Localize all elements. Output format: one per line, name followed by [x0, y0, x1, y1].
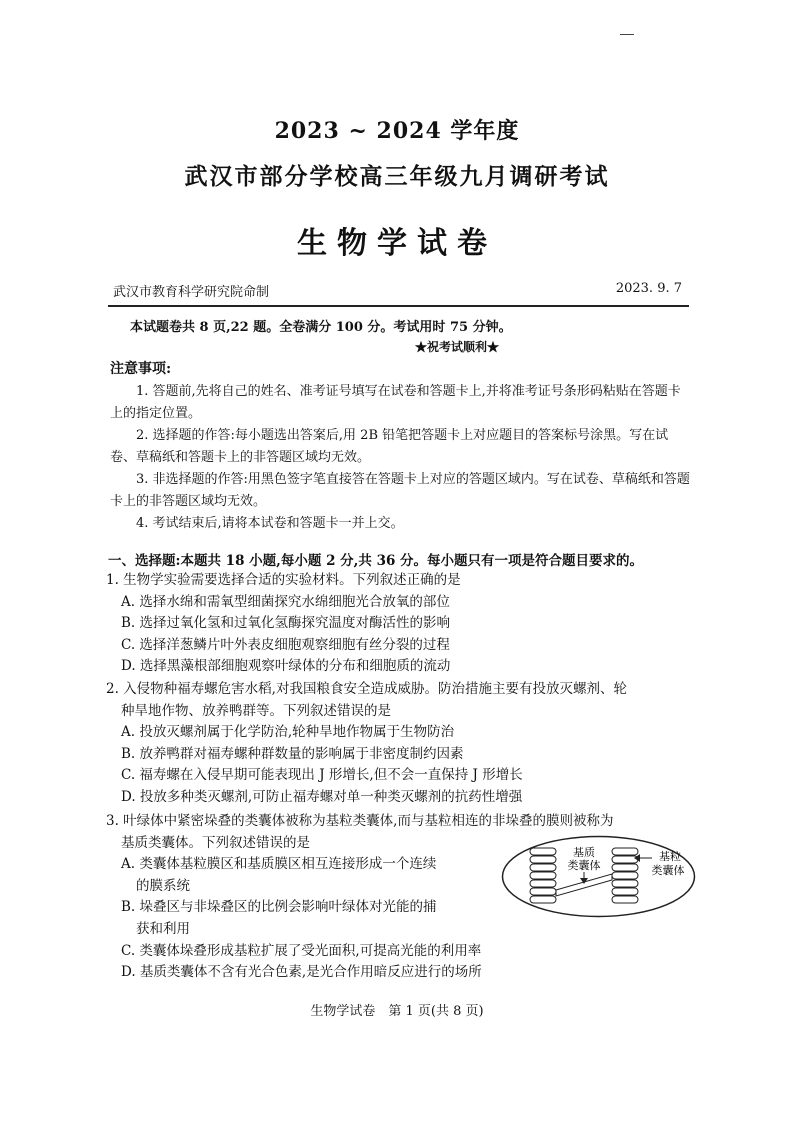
question-stem-continued: 基质类囊体。下列叙述错误的是 [121, 834, 310, 851]
option-d: D. 基质类囊体不含有光合色素,是光合作用暗反应进行的场所 [121, 964, 482, 981]
option-b: B. 选择过氧化氢和过氧化氢酶探究温度对酶活性的影响 [121, 615, 451, 632]
academic-year: 2023 ~ 2024 学年度 [274, 118, 520, 144]
label-grana-line1: 基粒 [659, 850, 681, 863]
notice-list [110, 381, 690, 535]
exam-info: 本试题卷共 8 页,22 题。全卷满分 100 分。考试用时 75 分钟。 [130, 320, 512, 335]
option-a: A. 投放灭螺剂属于化学防治,轮种旱地作物属于生物防治 [121, 724, 455, 741]
question-1 [106, 570, 696, 678]
granum-left [530, 848, 556, 903]
option-a-continued: 的膜系统 [136, 877, 190, 894]
option-b-continued: 获和利用 [136, 920, 190, 937]
notice-item: 2. 选择题的作答:每小题选出答案后,用 2B 铅笔把答题卡上对应题目的答案标号涂黑。写在试卷、草稿纸和答题卡上的非答题区域均无效。 [110, 428, 669, 465]
scan-mark [620, 34, 634, 35]
option-a: A. 选择水绵和需氧型细菌探究水绵细胞光合放氧的部位 [121, 593, 450, 610]
option-d: D. 选择黑藻根部细胞观察叶绿体的分布和细胞质的流动 [121, 658, 451, 675]
notice-item: 3. 非选择题的作答:用黑色签字笔直接答在答题卡上对应的答题区域内。写在试卷、草稿纸和答题卡上的非答题区域均无效。 [110, 472, 690, 509]
exam-date: 2023. 9. 7 [615, 281, 682, 296]
label-stroma-line1: 基质 [573, 846, 595, 859]
option-c: C. 选择洋葱鳞片叶外表皮细胞观察细胞有丝分裂的过程 [121, 636, 450, 653]
option-b: B. 垛叠区与非垛叠区的比例会影响叶绿体对光能的捕 [121, 899, 437, 916]
notice-item: 4. 考试结束后,请将本试卷和答题卡一并上交。 [136, 516, 404, 531]
question-stem: 3. 叶绿体中紧密垛叠的类囊体被称为基粒类囊体,而与基粒相连的非垛叠的膜则被称为 [106, 813, 614, 829]
question-stem-continued: 种旱地作物、放养鸭群等。下列叙述错误的是 [121, 702, 391, 719]
notice-item: 1. 答题前,先将自己的姓名、准考证号填写在试卷和答题卡上,并将准考证号条形码粘贴在答题卡上的指定位置。 [110, 384, 681, 421]
subject-title: 生物学试卷 [297, 226, 497, 261]
question-2 [106, 679, 696, 809]
option-d: D. 投放多种类灭螺剂,可防止福寿螺对单一种类灭螺剂的抗药性增强 [121, 788, 523, 805]
option-c: C. 福寿螺在入侵早期可能表现出 J 形增长,但不会一直保持 J 形增长 [121, 767, 523, 784]
question-stem: 1. 生物学实验需要选择合适的实验材料。下列叙述正确的是 [106, 572, 461, 588]
header-divider [108, 305, 689, 307]
notice-title: 注意事项: [110, 361, 172, 377]
option-a: A. 类囊体基粒膜区和基质膜区相互连接形成一个连续 [121, 856, 437, 873]
thylakoid-diagram [500, 834, 697, 919]
option-b: B. 放养鸭群对福寿螺种群数量的影响属于非密度制约因素 [121, 745, 464, 762]
label-stroma-line2: 类囊体 [567, 859, 601, 872]
section-title: 一、选择题:本题共 18 小题,每小题 2 分,共 36 分。每小题只有一项是符合题目要求的。 [108, 553, 644, 569]
good-luck-banner: ★祝考试顺利★ [414, 340, 499, 354]
granum-right [612, 848, 638, 903]
page-footer: 生物学试卷 第 1 页(共 8 页) [310, 1004, 484, 1019]
question-stem: 2. 入侵物种福寿螺危害水稻,对我国粮食安全造成威胁。防治措施主要有投放灭螺剂、轮 [106, 681, 627, 697]
exam-title: 武汉市部分学校高三年级九月调研考试 [184, 163, 610, 190]
issuing-org: 武汉市教育科学研究院命制 [113, 285, 270, 300]
label-grana-line2: 类囊体 [651, 864, 685, 877]
option-c: C. 类囊体垛叠形成基粒扩展了受光面积,可提高光能的利用率 [121, 942, 482, 959]
